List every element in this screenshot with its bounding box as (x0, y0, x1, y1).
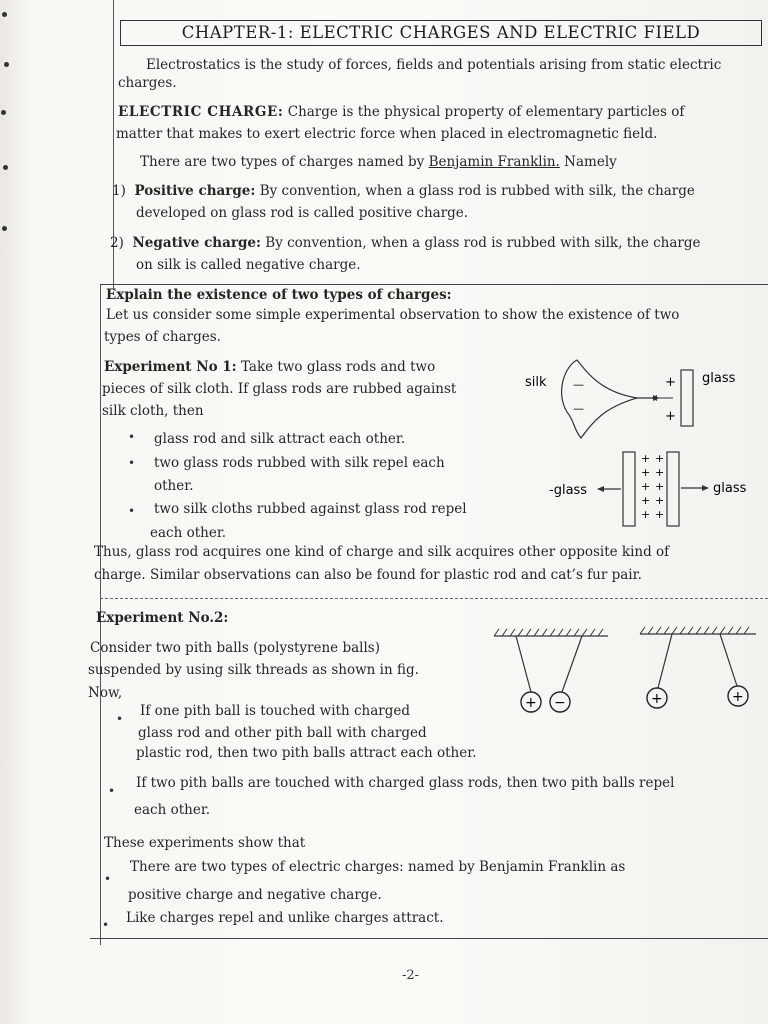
list-item: glass rod and silk attract each other. (154, 431, 406, 447)
experiment-1-label: Experiment No 1: (104, 359, 237, 375)
list-item: other. (154, 478, 194, 494)
page-divider (90, 938, 768, 939)
page-number: -2- (402, 968, 420, 983)
list-item: If two pith balls are touched with charged glass rods, then two pith balls repel (136, 775, 675, 791)
binding-edge (0, 0, 20, 1024)
figure-pith-balls (488, 626, 763, 716)
list-item: two silk cloths rubbed against glass rod repel (154, 501, 467, 517)
list-item: glass rod and other pith ball with charged (138, 725, 427, 741)
bullet-icon: • (102, 918, 110, 932)
negative-charge-line: 2) Negative charge: By convention, when a glass rod is rubbed with silk, the charge (110, 235, 701, 251)
glass-left-label: -glass (549, 483, 588, 498)
experiment-1-line: silk cloth, then (102, 403, 204, 419)
support-hatch (494, 629, 603, 636)
intro-line: charges. (118, 75, 177, 91)
glass-rod (667, 452, 679, 526)
silk-label: silk (525, 375, 547, 390)
plus-sign: + (525, 695, 537, 711)
experiment-1-line: Experiment No 1: Take two glass rods and two (104, 359, 436, 375)
glass-right-label: glass (713, 481, 747, 496)
plus-sign: + (655, 452, 665, 465)
plus-sign: + (641, 452, 651, 465)
plus-sign: + (732, 689, 744, 705)
silk-thread (720, 634, 737, 686)
silk-thread (658, 634, 672, 688)
conclusion-intro: These experiments show that (104, 835, 306, 851)
experiment-2-label: Experiment No.2: (96, 610, 229, 626)
list-item: each other. (150, 525, 227, 541)
minus-sign: — (573, 378, 584, 391)
plus-sign: + (665, 409, 676, 424)
plus-sign: + (651, 691, 663, 707)
silk-cloth-shape (562, 360, 637, 438)
list-item: If one pith ball is touched with charged (140, 703, 410, 719)
conclusion-line: charge. Similar observations can also be found for plastic rod and cat’s fur pair. (94, 567, 642, 583)
section-divider (100, 598, 768, 599)
arrow-head-icon (597, 486, 604, 492)
plus-sign: + (641, 494, 651, 507)
plus-sign: + (641, 480, 651, 493)
plus-sign: + (655, 494, 665, 507)
positive-charge-line: developed on glass rod is called positive charge. (136, 205, 469, 221)
bullet-icon: • (104, 872, 112, 886)
figure-experiment-1 (515, 352, 765, 542)
conclusion-line: Thus, glass rod acquires one kind of charge and silk acquires other opposite kind of (94, 544, 670, 560)
explain-text: Let us consider some simple experimental observation to show the existence of two (106, 307, 680, 323)
intro-line: Electrostatics is the study of forces, fields and potentials arising from static electric (146, 57, 722, 73)
explain-heading: Explain the existence of two types of charges: (106, 287, 452, 303)
plus-sign: + (655, 508, 665, 521)
list-item: two glass rods rubbed with silk repel each (154, 455, 445, 471)
list-item: plastic rod, then two pith balls attract each other. (136, 745, 477, 761)
franklin-name: Benjamin Franklin. (428, 154, 560, 170)
electric-charge-line: ELECTRIC CHARGE: Charge is the physical property of elementary particles of (118, 104, 685, 120)
electric-charge-line: matter that makes to exert electric force when placed in electromagnetic field. (116, 126, 658, 142)
support-hatch (640, 627, 749, 634)
positive-charge-line: 1) Positive charge: By convention, when a glass rod is rubbed with silk, the charge (112, 183, 695, 199)
plus-sign: + (641, 466, 651, 479)
electric-charge-term: ELECTRIC CHARGE: (118, 104, 284, 120)
list-item: positive charge and negative charge. (128, 887, 382, 903)
plus-sign: + (655, 466, 665, 479)
bullet-icon: • (128, 456, 136, 470)
experiment-2-line: suspended by using silk threads as shown in fig. (88, 662, 419, 678)
negative-charge-term: Negative charge: (132, 235, 261, 251)
silk-thread (516, 636, 531, 692)
minus-sign: — (573, 402, 584, 415)
plus-sign: + (665, 375, 676, 390)
explain-text: types of charges. (104, 329, 221, 345)
bullet-icon: • (128, 430, 136, 444)
positive-charge-term: Positive charge: (134, 183, 256, 199)
experiment-2-line: Now, (88, 685, 123, 701)
two-types-line: There are two types of charges named by Benjamin Franklin. Namely (140, 154, 617, 170)
bullet-icon: • (128, 504, 136, 518)
experiment-1-line: pieces of silk cloth. If glass rods are rubbed against (102, 381, 457, 397)
list-item: Like charges repel and unlike charges attract. (126, 910, 444, 926)
plus-sign: + (641, 508, 651, 521)
chapter-title: CHAPTER-1: ELECTRIC CHARGES AND ELECTRIC FIELD (120, 20, 762, 46)
list-item: There are two types of electric charges: named by Benjamin Franklin as (130, 859, 626, 875)
bullet-icon: • (116, 712, 124, 726)
arrow-head-icon (702, 485, 709, 491)
minus-sign: − (554, 695, 566, 711)
silk-thread (562, 636, 582, 692)
glass-rod (681, 370, 693, 426)
experiment-2-line: Consider two pith balls (polystyrene balls) (90, 640, 380, 656)
plus-sign: + (655, 480, 665, 493)
bullet-icon: • (108, 784, 116, 798)
glass-label: glass (702, 371, 736, 386)
negative-charge-line: on silk is called negative charge. (136, 257, 361, 273)
list-item: each other. (134, 802, 211, 818)
glass-rod (623, 452, 635, 526)
